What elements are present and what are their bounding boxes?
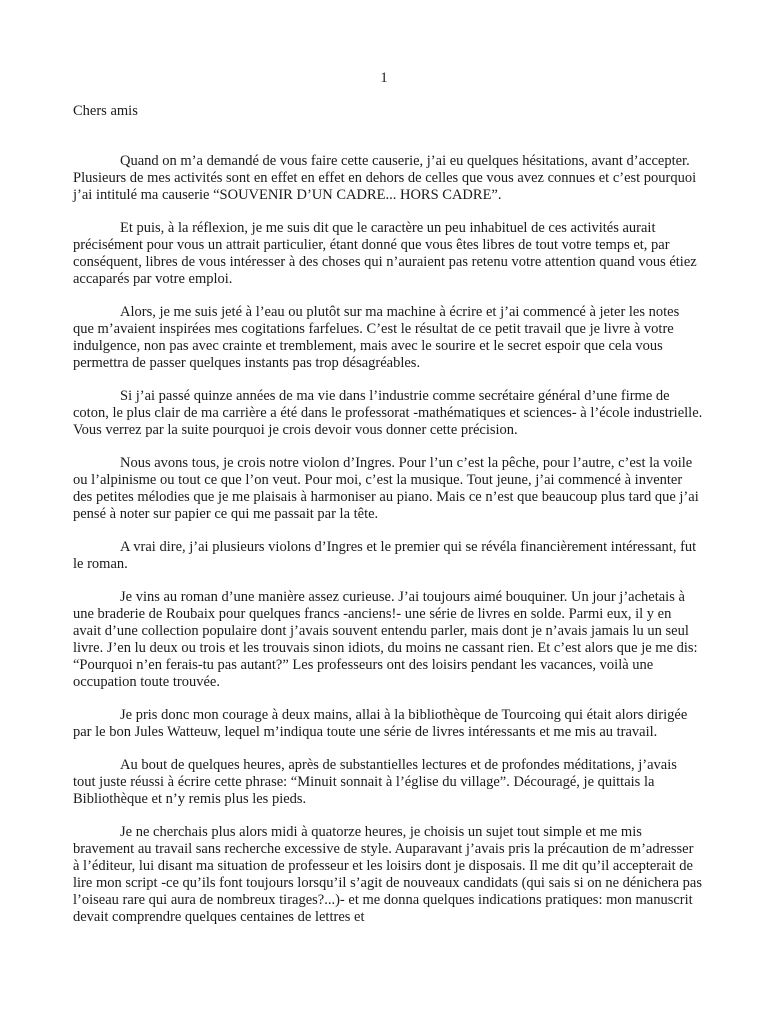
paragraph: Et puis, à la réflexion, je me suis dit que le caractère un peu inhabituel de ces activités aurait précisément pour vous un attrait particulier, étant donné que vous êtes libres de tout votre temps et, par conséquent, libres de vous intéresser à des choses qui n’auraient pas retenu votre attention quand vous étiez accaparés par votre emploi.	[73, 220, 697, 287]
body-text	[73, 153, 703, 926]
paragraph: Alors, je me suis jeté à l’eau ou plutôt sur ma machine à écrire et j’ai commencé à jeter les notes que m’avaient inspirées mes cogitations farfelues. C’est le résultat de ce petit travail que je livre à votre indulgence, non pas avec crainte et tremblement, mais avec le sourire et le secret espoir que cela vous permettra de passer quelques instants pas trop désagréables.	[73, 304, 680, 371]
salutation: Chers amis	[73, 103, 138, 119]
paragraph: Je ne cherchais plus alors midi à quatorze heures, je choisis un sujet tout simple et me mis bravement au travail sans recherche excessive de style. Auparavant j’avais pris la précaution de m’adresser à l’éditeur, lui disant ma situation de professeur et les loisirs dont je disposais. Il me dit qu’il accepterait de lire mon script -ce qu’ils font toujours lorsqu’il s’agit de nouveaux candidats (qui sais si on ne dénichera pas l’oiseau rare qui aura de nombreux tirages?...)- et me donna quelques indications pratiques: mon manuscrit devait comprendre quelques centaines de lettres et	[73, 824, 702, 925]
paragraph: Quand on m’a demandé de vous faire cette causerie, j’ai eu quelques hésitations, avant d’accepter. Plusieurs de mes activités sont en effet en effet en dehors de celles que vous avez connues et c’est pourquoi j’ai intitulé ma causerie “SOUVENIR D’UN CADRE... HORS CADRE”.	[73, 153, 697, 203]
paragraph: Si j’ai passé quinze années de ma vie dans l’industrie comme secrétaire général d’une firme de coton, le plus clair de ma carrière a été dans le professorat -mathématiques et sciences- à l’école industrielle. Vous verrez par la suite pourquoi je crois devoir vous donner cette précision.	[73, 388, 703, 438]
paragraph: A vrai dire, j’ai plusieurs violons d’Ingres et le premier qui se révéla financièrement intéressant, fut le roman.	[73, 539, 697, 572]
page-number: 1	[380, 70, 388, 86]
paragraph: Je vins au roman d’une manière assez curieuse. J’ai toujours aimé bouquiner. Un jour j’achetais à une braderie de Roubaix pour quelques francs -anciens!- une série de livres en solde. Parmi eux, il y en avait d’une collection populaire dont j’avais souvent entendu parler, mais dont je n’avais jamais lu un seul livre. J’en lu deux ou trois et les trouvais sinon idiots, du moins ne cassant rien. Et c’est alors que je me dis: “Pourquoi n’en ferais-tu pas autant?” Les professeurs ont des loisirs pendant les vacances, voilà une occupation toute trouvée.	[73, 589, 698, 690]
paragraph: Au bout de quelques heures, après de substantielles lectures et de profondes méditations, j’avais tout juste réussi à écrire cette phrase: “Minuit sonnait à l’église du village”. Découragé, je quittais la Bibliothèque et n’y remis plus les pieds.	[73, 757, 677, 807]
paragraph: Nous avons tous, je crois notre violon d’Ingres. Pour l’un c’est la pêche, pour l’autre, c’est la voile ou l’alpinisme ou tout ce que l’on veut. Pour moi, c’est la musique. Tout jeune, j’ai commencé à inventer des petites mélodies que je me plaisais à harmoniser au piano. Mais ce n’est que beaucoup plus tard que j’ai pensé à noter sur papier ce qui me passait par la tête.	[73, 455, 699, 522]
paragraph: Je pris donc mon courage à deux mains, allai à la bibliothèque de Tourcoing qui était alors dirigée par le bon Jules Watteuw, lequel m’indiqua toute une série de livres intéressants et me mis au travail.	[73, 707, 688, 740]
